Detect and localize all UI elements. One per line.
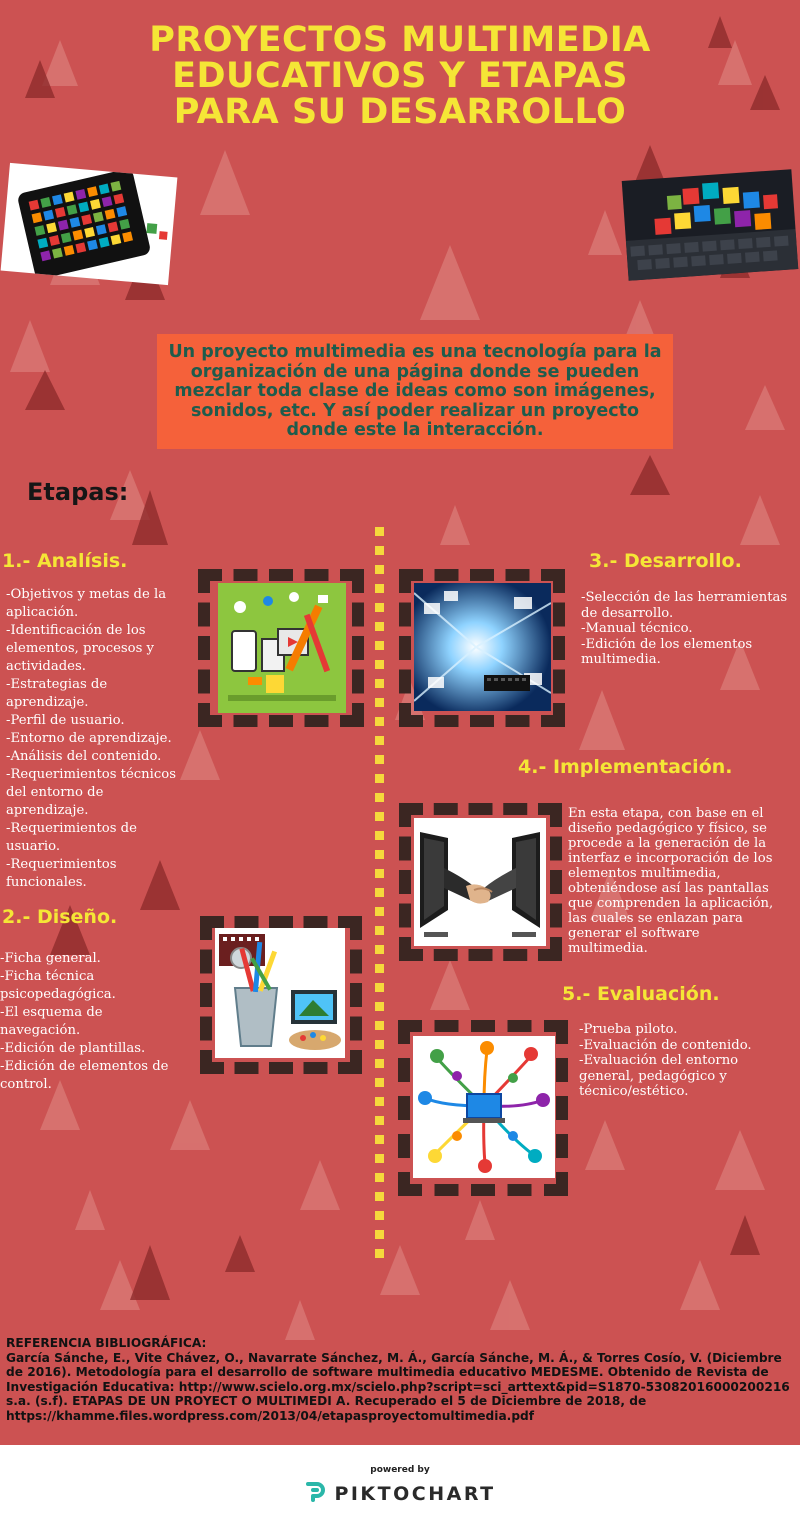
list-item: -Análisis del contenido.	[6, 749, 162, 764]
list-item: -Requerimientos de usuario.	[6, 821, 137, 854]
list-item: -Identificación de los elementos, procesos y actividades.	[6, 623, 155, 674]
art-tools-image	[215, 928, 345, 1058]
list-item: -Evaluación del entorno general, pedagógico y técnico/estético.	[579, 1053, 739, 1099]
list-item: -Perfil de usuario.	[6, 713, 125, 728]
title-line-1: PROYECTOS MULTIMEDIA	[149, 20, 651, 60]
etapas-heading: Etapas:	[27, 478, 129, 506]
footer	[0, 1445, 800, 1525]
stage-5-list	[579, 1022, 789, 1100]
page-title	[40, 22, 760, 130]
piktochart-branding[interactable]	[0, 1481, 800, 1507]
network-icons-image	[413, 1036, 555, 1178]
list-item: -Edición de plantillas.	[0, 1041, 146, 1056]
references	[6, 1336, 796, 1423]
stage-2-list	[0, 950, 185, 1094]
reference-1: García Sánche, E., Vite Chávez, O., Navarrate Sánchez, M. Á., García Sánche, M. Á., & Torres Cosío, V. (Diciembre de 2016). Metodología para el desarrollo de software multimedia educativo MEDESME. Obtenido de Revista de Investigación Educativa: http://www.scielo.org.mx/scielo.php?script=sci_arttext&pid=S1870-53082016000200216	[6, 1350, 790, 1394]
stage-2-title: 2.- Diseño.	[2, 906, 118, 928]
title-line-2: EDUCATIVOS Y ETAPAS	[172, 56, 628, 96]
stage-5-title: 5.- Evaluación.	[562, 983, 720, 1005]
list-item: -Estrategias de aprendizaje.	[6, 677, 108, 710]
list-item: -Manual técnico.	[581, 621, 693, 636]
references-heading: REFERENCIA BIBLIOGRÁFICA:	[6, 1336, 207, 1350]
list-item: -Edición de elementos de control.	[0, 1059, 169, 1092]
title-line-3: PARA SU DESARROLLO	[173, 92, 627, 132]
intro-box: Un proyecto multimedia es una tecnología para la organización de una página donde se pueden mezclar toda clase de ideas como son imágenes, sonidos, etc. Y así poder realizar un proyecto donde este la interacción.	[157, 334, 673, 449]
list-item: -Ficha general.	[0, 951, 101, 966]
reference-2: s.a. (s.f). ETAPAS DE UN PROYECT O MULTIMEDI A. Recuperado el 5 de Diciembre de 2018, de https://khamme.files.wordpress.com/2013/04/etapasproyectomultimedia.pdf	[6, 1394, 647, 1423]
stage-3-title: 3.- Desarrollo.	[589, 550, 742, 572]
timeline-divider	[375, 527, 384, 1262]
list-item: -Ficha técnica psicopedagógica.	[0, 969, 116, 1002]
list-item: -Entorno de aprendizaje.	[6, 731, 172, 746]
tablet-apps-image	[1, 163, 178, 285]
stage-4-title: 4.- Implementación.	[518, 756, 733, 778]
stage-1-title: 1.- Analísis.	[2, 550, 128, 572]
list-item: -Requerimientos técnicos del entorno de aprendizaje.	[6, 767, 176, 818]
list-item: -Requerimientos funcionales.	[6, 857, 117, 890]
list-item: -Objetivos y metas de la aplicación.	[6, 587, 167, 620]
powered-by-label: powered by	[370, 1465, 430, 1475]
list-item: -Evaluación de contenido.	[579, 1037, 752, 1053]
stage-3-list	[581, 590, 796, 668]
list-item: -El esquema de navegación.	[0, 1005, 103, 1038]
list-item: -Prueba piloto.	[579, 1022, 678, 1037]
list-item: -Selección de las herramientas de desarrollo.	[581, 590, 788, 621]
learning-devices-image	[218, 583, 346, 713]
digital-tunnel-image	[414, 583, 551, 711]
handshake-monitors-image	[414, 818, 546, 946]
list-item: -Edición de los elementos multimedia.	[581, 636, 753, 667]
stage-4-text: En esta etapa, con base en el diseño pedagógico y físico, se procede a la generación de la interfaz e incorporación de los elementos multimedia, obteniéndose así las pantallas que comprenden la aplicación, las cuales se enlazan para generar el software multimedia.	[568, 806, 774, 956]
stage-1-list	[6, 586, 186, 892]
keyboard-app-cubes-image	[622, 169, 799, 281]
piktochart-logo-icon	[304, 1481, 326, 1507]
piktochart-brand-name: PIKTOCHART	[334, 1483, 496, 1505]
